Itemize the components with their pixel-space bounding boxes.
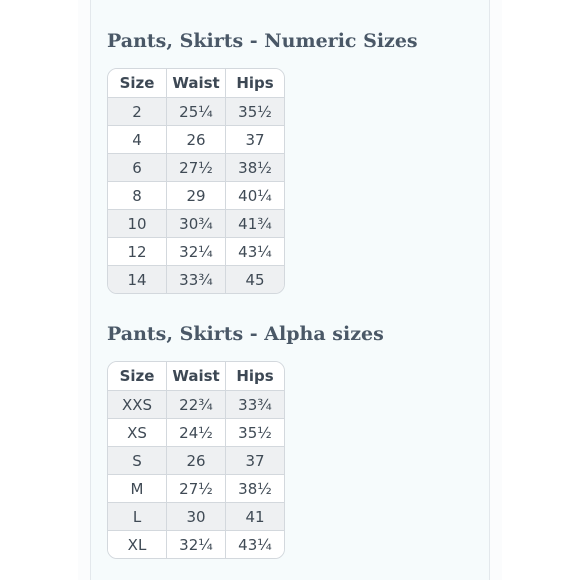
table-row xyxy=(108,154,284,182)
cell-waist: 22¾ xyxy=(167,391,226,419)
cell-size: 6 xyxy=(108,154,167,182)
cell-size: 2 xyxy=(108,98,167,126)
header-size: Size xyxy=(108,69,167,98)
cell-size: XS xyxy=(108,419,167,447)
cell-waist: 27½ xyxy=(167,475,226,503)
table-row xyxy=(108,266,284,293)
size-chart-card xyxy=(90,0,490,580)
cell-size: L xyxy=(108,503,167,531)
table-header-row xyxy=(108,69,284,98)
cell-hips: 45 xyxy=(226,266,284,293)
cell-hips: 43¼ xyxy=(226,531,284,558)
cell-size: XL xyxy=(108,531,167,558)
cell-size: 14 xyxy=(108,266,167,293)
table-row xyxy=(108,503,284,531)
cell-waist: 27½ xyxy=(167,154,226,182)
numeric-sizes-table xyxy=(107,68,285,294)
cell-hips: 41¾ xyxy=(226,210,284,238)
header-size: Size xyxy=(108,362,167,391)
table-row xyxy=(108,391,284,419)
cell-waist: 26 xyxy=(167,447,226,475)
cell-size: 12 xyxy=(108,238,167,266)
cell-waist: 32¼ xyxy=(167,531,226,558)
cell-waist: 30 xyxy=(167,503,226,531)
cell-waist: 30¾ xyxy=(167,210,226,238)
table-row xyxy=(108,98,284,126)
cell-waist: 29 xyxy=(167,182,226,210)
header-waist: Waist xyxy=(167,362,226,391)
header-hips: Hips xyxy=(226,362,284,391)
header-waist: Waist xyxy=(167,69,226,98)
cell-hips: 35½ xyxy=(226,98,284,126)
header-hips: Hips xyxy=(226,69,284,98)
cell-hips: 41 xyxy=(226,503,284,531)
cell-hips: 43¼ xyxy=(226,238,284,266)
cell-hips: 40¼ xyxy=(226,182,284,210)
table-row xyxy=(108,182,284,210)
cell-hips: 37 xyxy=(226,126,284,154)
cell-waist: 24½ xyxy=(167,419,226,447)
table-row xyxy=(108,238,284,266)
cell-size: 10 xyxy=(108,210,167,238)
cell-waist: 25¼ xyxy=(167,98,226,126)
cell-hips: 37 xyxy=(226,447,284,475)
cell-waist: 33¾ xyxy=(167,266,226,293)
cell-size: S xyxy=(108,447,167,475)
cell-hips: 38½ xyxy=(226,154,284,182)
table-row xyxy=(108,126,284,154)
table-row xyxy=(108,475,284,503)
numeric-sizes-title: Pants, Skirts - Numeric Sizes xyxy=(107,30,418,52)
cell-hips: 35½ xyxy=(226,419,284,447)
cell-size: M xyxy=(108,475,167,503)
table-header-row xyxy=(108,362,284,391)
cell-size: 8 xyxy=(108,182,167,210)
table-row xyxy=(108,531,284,558)
cell-waist: 32¼ xyxy=(167,238,226,266)
table-row xyxy=(108,210,284,238)
table-row xyxy=(108,447,284,475)
cell-size: 4 xyxy=(108,126,167,154)
alpha-sizes-title: Pants, Skirts - Alpha sizes xyxy=(107,323,384,345)
cell-hips: 38½ xyxy=(226,475,284,503)
cell-waist: 26 xyxy=(167,126,226,154)
alpha-sizes-table xyxy=(107,361,285,559)
table-row xyxy=(108,419,284,447)
cell-hips: 33¾ xyxy=(226,391,284,419)
cell-size: XXS xyxy=(108,391,167,419)
